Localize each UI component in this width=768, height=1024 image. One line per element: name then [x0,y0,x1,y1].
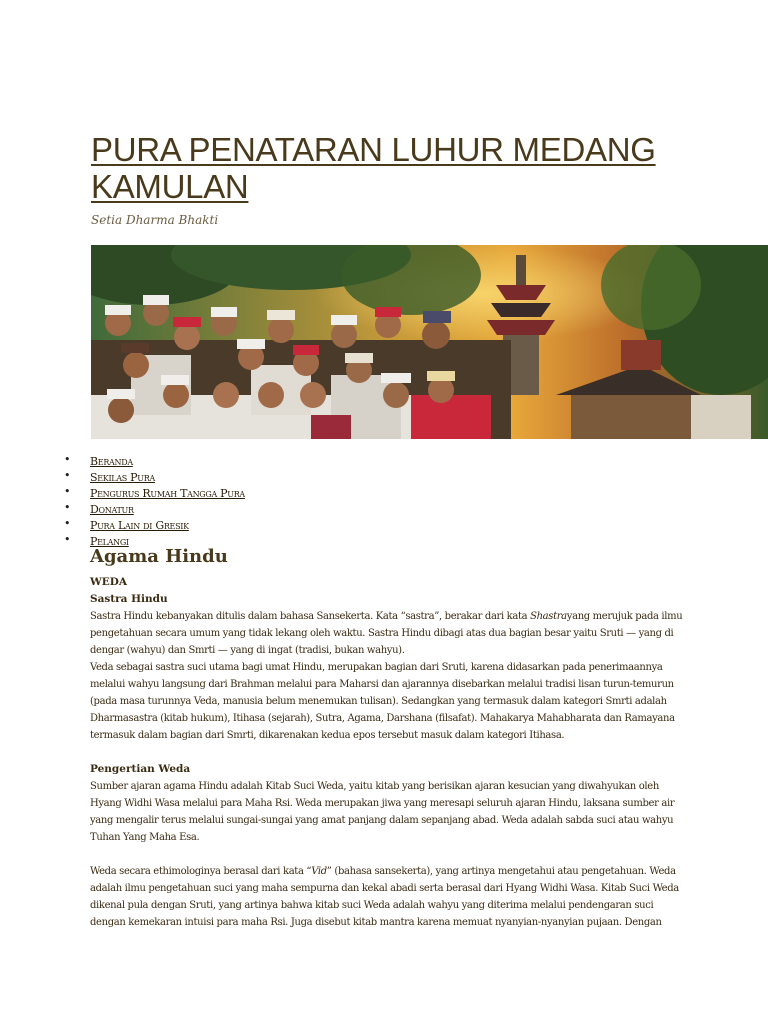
bullet-icon: • [64,517,71,530]
post-content [90,574,690,931]
nav-link-sekilas-pura[interactable]: Sekilas Pura [90,471,155,484]
bullet-icon: • [64,501,71,514]
nav-link-pura-lain[interactable]: Pura Lain di Gresik [90,519,189,532]
bullet-icon: • [64,485,71,498]
post-title: Agama Hindu [90,546,228,567]
subheading-sastra-hindu: Sastra Hindu [90,593,168,605]
site-title [91,131,691,205]
paragraph-sastra-2: Veda sebagai sastra suci utama bagi umat Hindu, merupakan bagian dari Sruti, karena didasarkan pada penerimaannya melalui wahyu langsung dari Brahman melalui para Maharsi dan ajarannya disebarkan melalui tradisi lisan turun-temurun (pada masa turunnya Veda, manusia belum menemukan tulisan). Sedangkan yang termasuk dalam kategori Smrti adalah Dharmasastra (kitab hukum), Itihasa (sejarah), Sutra, Agama, Darshana (filsafat). Mahakarya Mahabharata dan Ramayana termasuk dalam bagian dari Smrti, dikarenakan kedua epos tersebut masuk dalam kategori Itihasa. [90,662,675,741]
site-tagline: Setia Dharma Bhakti [91,213,219,227]
nav-item-beranda [64,452,245,468]
section-heading: WEDA [90,576,128,588]
nav-item-donatur [64,500,245,516]
main-navigation [64,452,245,548]
bullet-icon: • [64,469,71,482]
bullet-icon: • [64,453,71,466]
nav-item-pura-lain [64,516,245,532]
nav-item-sekilas-pura [64,468,245,484]
bullet-icon: • [64,533,71,546]
nav-link-pelangi[interactable]: Pelangi [90,535,129,548]
site-title-link[interactable]: PURA PENATARAN LUHUR MEDANG KAMULAN [91,131,656,205]
nav-link-beranda[interactable]: Beranda [90,455,133,468]
nav-link-pengurus[interactable]: Pengurus Rumah Tangga Pura [90,487,245,500]
paragraph-sastra-1: Sastra Hindu kebanyakan ditulis dalam bahasa Sansekerta. Kata “sastra”, berakar dari kata Shastrayang merujuk pada ilmu pengetahuan secara umum yang tidak lekang oleh waktu. Sastra Hindu dibagi atas dua bagian besar yaitu Sruti — yang di dengar (wahyu) dan Smrti — yang di ingat (tradisi, bukan wahyu). [90,611,683,656]
subheading-pengertian-weda: Pengertian Weda [90,763,191,775]
nav-link-donatur[interactable]: Donatur [90,503,134,516]
paragraph-pengertian-2: Weda secara ethimologinya berasal dari kata “Vid” (bahasa sansekerta), yang artinya mengetahui atau pengetahuan. Weda adalah ilmu pengetahuan suci yang maha sempurna dan kekal abadi serta berasal dari Hyang Widhi Wasa. Kitab Suci Weda dikenal pula dengan Sruti, yang artinya bahwa kitab suci Weda adalah wahyu yang diterima melalui pendengaran suci dengan kemekaran intuisi para maha Rsi. Juga disebut kitab mantra karena memuat nyanyian-nyanyian pujaan. Dengan [90,866,679,928]
nav-item-pengurus [64,484,245,500]
header-banner-image [91,245,768,439]
paragraph-pengertian-1: Sumber ajaran agama Hindu adalah Kitab Suci Weda, yaitu kitab yang berisikan ajaran kesucian yang diwahyukan oleh Hyang Widhi Wasa melalui para Maha Rsi. Weda merupakan jiwa yang meresapi seluruh ajaran Hindu, laksana sumber air yang mengalir terus melalui sungai-sungai yang amat panjang dalam sepanjang abad. Weda adalah sabda suci atau wahyu Tuhan Yang Maha Esa. [90,781,675,843]
